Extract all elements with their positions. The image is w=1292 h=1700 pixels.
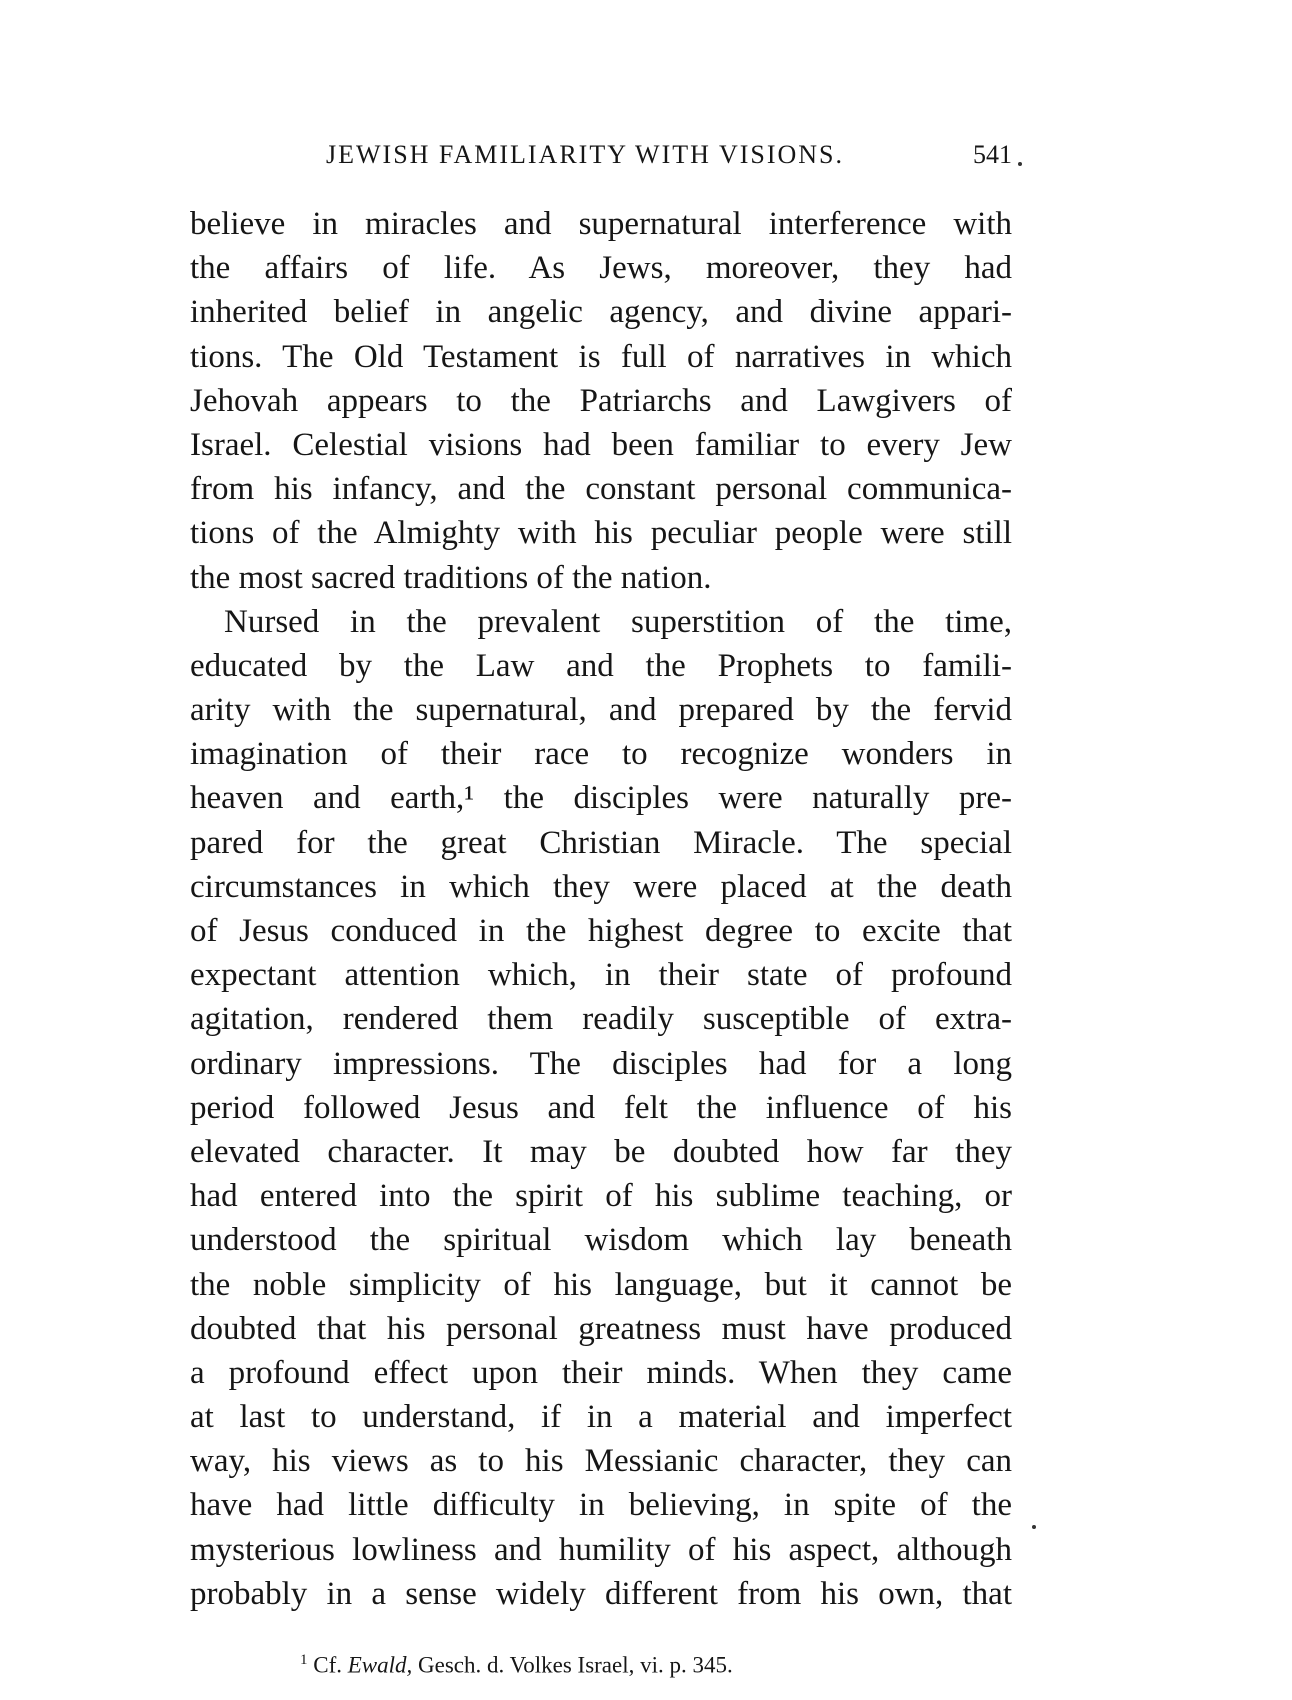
text-line: ordinary impressions. The disciples had for a long — [190, 1045, 1012, 1082]
text-line: inherited belief in angelic agency, and divine appari- — [190, 294, 1012, 331]
text-line: tions. The Old Testament is full of narratives in which — [190, 338, 1012, 375]
paragraph — [190, 600, 1012, 1616]
text-line: agitation, rendered them readily susceptible of extra- — [190, 1001, 1012, 1038]
text-line: probably in a sense widely different from his own, that — [190, 1575, 1012, 1612]
text-line: the noble simplicity of his language, but it cannot be — [190, 1266, 1012, 1303]
footnote-author: Ewald, — [347, 1652, 413, 1678]
text-line: have had little difficulty in believing, in spite of the — [190, 1487, 1012, 1524]
text-line: pared for the great Christian Miracle. The special — [190, 824, 1012, 861]
text-line: heaven and earth,¹ the disciples were naturally pre- — [190, 780, 1012, 817]
text-line: Israel. Celestial visions had been familiar to every Jew — [190, 426, 1012, 463]
text-line: imagination of their race to recognize wonders in — [190, 736, 1012, 773]
text-line: expectant attention which, in their state of profound — [190, 957, 1012, 994]
text-line: period followed Jesus and felt the influence of his — [190, 1089, 1012, 1126]
body-text — [190, 202, 1012, 1616]
footnote-prefix: Cf. — [313, 1652, 342, 1678]
text-line: mysterious lowliness and humility of his aspect, although — [190, 1531, 1012, 1568]
text-line: circumstances in which they were placed at the death — [190, 868, 1012, 905]
text-line: of Jesus conduced in the highest degree to excite that — [190, 913, 1012, 949]
text-line: educated by the Law and the Prophets to famili- — [190, 647, 1012, 684]
text-line: way, his views as to his Messianic character, they can — [190, 1443, 1012, 1480]
text-line: had entered into the spirit of his sublime teaching, or — [190, 1178, 1012, 1215]
text-line: arity with the supernatural, and prepared by the fervid — [190, 692, 1012, 729]
footnote-marker: 1 — [300, 1652, 308, 1668]
text-line: believe in miracles and supernatural interference with — [190, 206, 1012, 242]
running-head — [190, 140, 1012, 180]
text-line: the affairs of life. As Jews, moreover, they had — [190, 250, 1012, 287]
text-line: understood the spiritual wisdom which lay beneath — [190, 1222, 1012, 1259]
text-line: Nursed in the prevalent superstition of the time, — [224, 603, 1012, 640]
scan-speck — [1018, 162, 1022, 166]
scan-speck — [1032, 1525, 1036, 1529]
footnote — [300, 1652, 733, 1679]
text-line: from his infancy, and the constant personal communica- — [190, 471, 1012, 508]
text-line: doubted that his personal greatness must have produced — [190, 1310, 1012, 1347]
text-line: at last to understand, if in a material and imperfect — [190, 1399, 1012, 1436]
text-line: elevated character. It may be doubted how far they — [190, 1133, 1012, 1170]
text-line: tions of the Almighty with his peculiar people were still — [190, 515, 1012, 552]
footnote-work: Gesch. d. Volkes Israel, vi. p. 345. — [418, 1652, 733, 1678]
page-number: 541 — [973, 140, 1012, 169]
text-line: the most sacred traditions of the nation. — [190, 559, 712, 596]
running-title: JEWISH FAMILIARITY WITH VISIONS. — [326, 140, 845, 169]
text-line: a profound effect upon their minds. When they came — [190, 1354, 1012, 1391]
text-line: Jehovah appears to the Patriarchs and Lawgivers of — [190, 382, 1012, 419]
paragraph — [190, 202, 1012, 600]
